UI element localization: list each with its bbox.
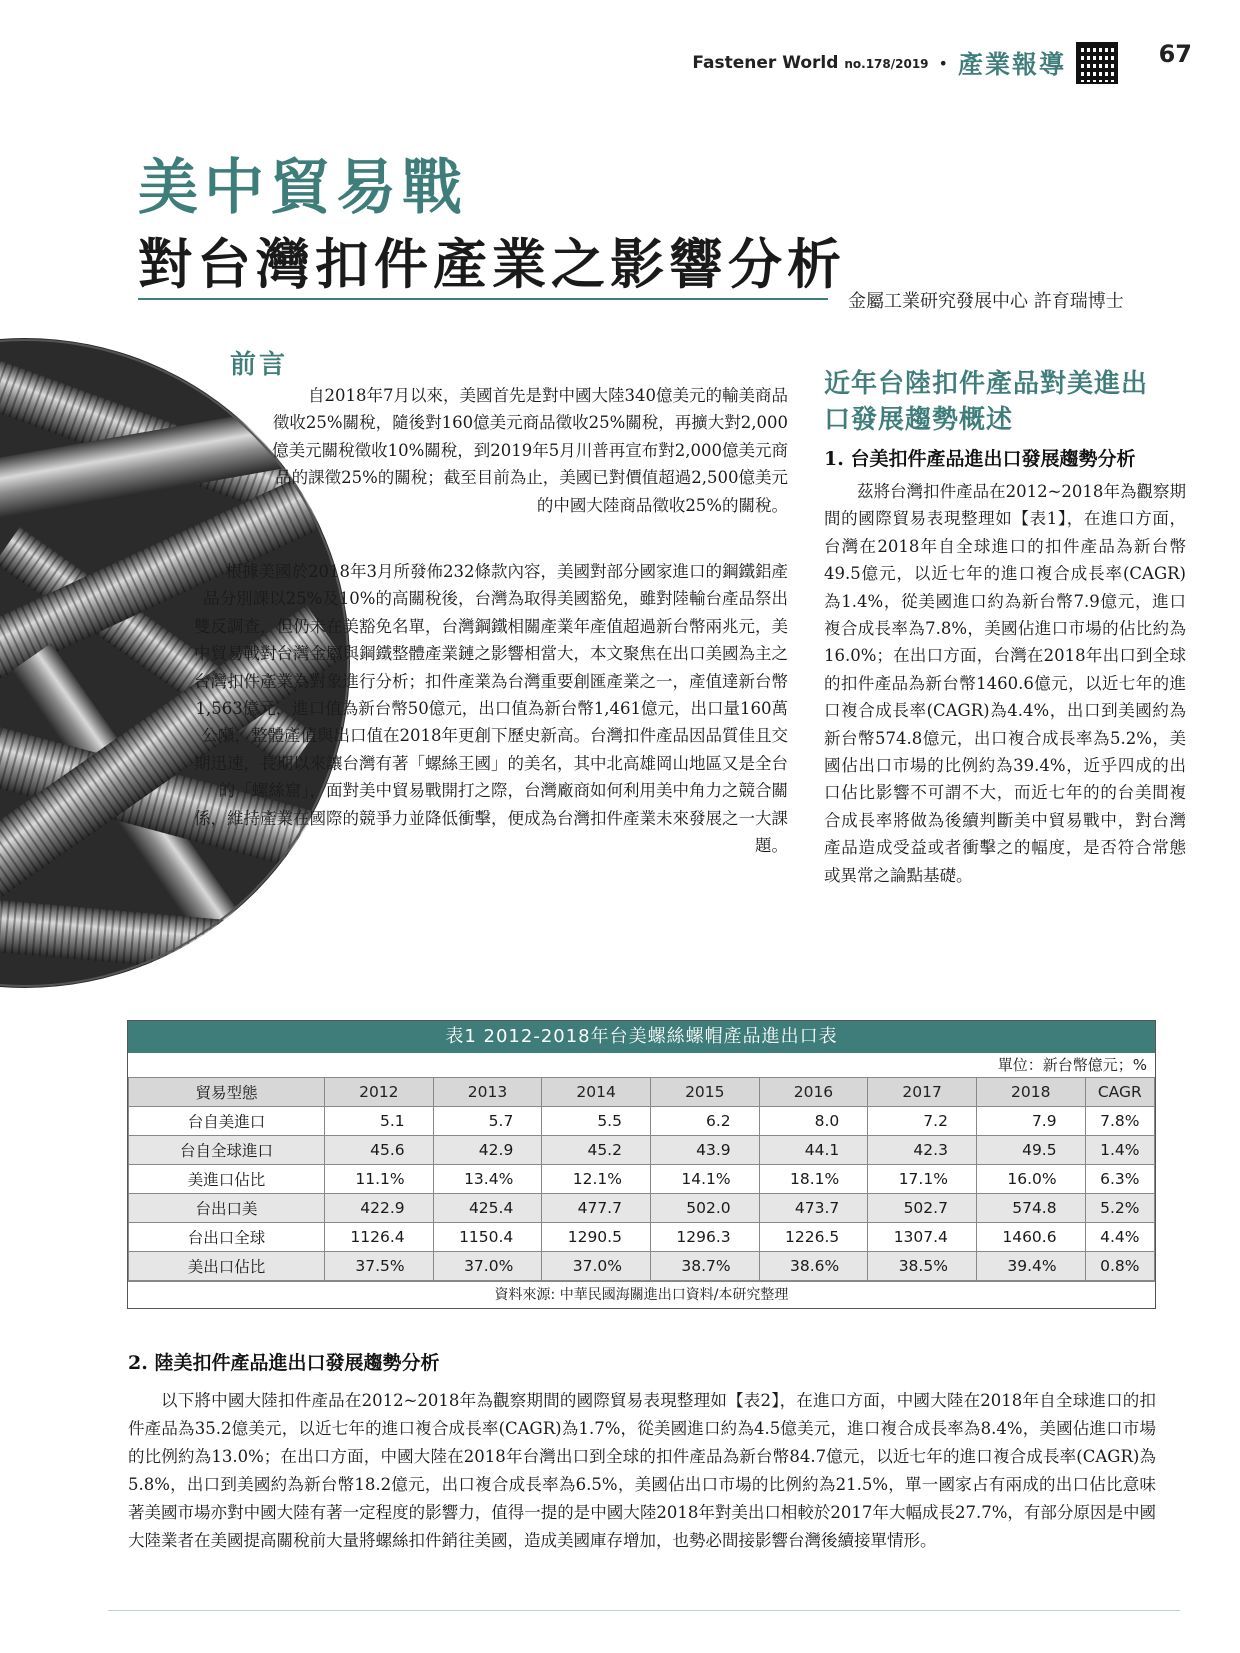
table-cell: 13.4% bbox=[433, 1165, 542, 1194]
table-cell: 台自全球進口 bbox=[129, 1136, 325, 1165]
table-cell: 6.3% bbox=[1085, 1165, 1154, 1194]
table-header-cell: 2012 bbox=[325, 1078, 434, 1107]
table-cell: 45.2 bbox=[542, 1136, 651, 1165]
table-unit: 單位：新台幣億元；% bbox=[997, 1056, 1147, 1074]
table-cell: 574.8 bbox=[976, 1194, 1085, 1223]
table-cell: 473.7 bbox=[759, 1194, 868, 1223]
table-cell: 42.9 bbox=[433, 1136, 542, 1165]
table-cell: 1150.4 bbox=[433, 1223, 542, 1252]
table-cell: 1460.6 bbox=[976, 1223, 1085, 1252]
table-row bbox=[129, 1223, 1155, 1252]
table-cell: 38.5% bbox=[868, 1252, 977, 1281]
table-cell: 1290.5 bbox=[542, 1223, 651, 1252]
table-cell: 502.0 bbox=[650, 1194, 759, 1223]
table-cell: 14.1% bbox=[650, 1165, 759, 1194]
table-header-cell: 貿易型態 bbox=[129, 1078, 325, 1107]
page-number: 67 bbox=[1158, 40, 1192, 68]
table-cell: 台自美進口 bbox=[129, 1107, 325, 1136]
table-cell: 美進口佔比 bbox=[129, 1165, 325, 1194]
table-cell: 7.2 bbox=[868, 1107, 977, 1136]
table-cell: 台出口美 bbox=[129, 1194, 325, 1223]
table-cell: 11.1% bbox=[325, 1165, 434, 1194]
table-cell: 17.1% bbox=[868, 1165, 977, 1194]
table-cell: 42.3 bbox=[868, 1136, 977, 1165]
header-separator: • bbox=[938, 53, 948, 73]
table-cell: 5.2% bbox=[1085, 1194, 1154, 1223]
article-title-line1: 美中貿易戰 bbox=[138, 153, 468, 223]
qr-code-icon bbox=[1076, 42, 1118, 84]
author-byline: 金屬工業研究發展中心 許育瑞博士 bbox=[848, 291, 1124, 312]
table-cell: 7.9 bbox=[976, 1107, 1085, 1136]
right-column-subheading: 1. 台美扣件產品進出口發展趨勢分析 bbox=[824, 448, 1136, 470]
table-cell: 1307.4 bbox=[868, 1223, 977, 1252]
section2-heading: 2. 陸美扣件產品進出口發展趨勢分析 bbox=[128, 1352, 440, 1374]
table-cell: 1296.3 bbox=[650, 1223, 759, 1252]
table-header-row bbox=[129, 1078, 1155, 1107]
table-row bbox=[129, 1252, 1155, 1281]
table-cell: 12.1% bbox=[542, 1165, 651, 1194]
table-header-cell: 2015 bbox=[650, 1078, 759, 1107]
right-column-paragraph: 茲將台灣扣件產品在2012~2018年為觀察期間的國際貿易表現整理如【表1】，在進口方面，台灣在2018年自全球進口的扣件產品為新台幣49.5億元，以近七年的進口複合成長率(CAGR)為1.4%，從美國進口約為新台幣7.9億元，進口複合成長率為7.8%，美國佔進口市場的佔比約為16.0%；在出口方面，台灣在2018年出口到全球的扣件產品為新台幣1460.6億元，以近七年的進口複合成長率(CAGR)為4.4%，出口到美國約為新台幣574.8億元，出口複合成長率為5.2%，美國佔出口市場的比例約為39.4%，近乎四成的出口佔比影響不可謂不大，而近七年的的台美間複合成長率將做為後續判斷美中貿易戰中，對台灣產品造成受益或者衝擊之的幅度，是否符合常態或異常之論點基礎。 bbox=[824, 482, 1186, 885]
table-cell: 49.5 bbox=[976, 1136, 1085, 1165]
table-cell: 37.0% bbox=[433, 1252, 542, 1281]
table-cell: 37.0% bbox=[542, 1252, 651, 1281]
table-cell: 38.6% bbox=[759, 1252, 868, 1281]
trade-table bbox=[127, 1020, 1156, 1309]
table-row bbox=[129, 1165, 1155, 1194]
table-cell: 5.5 bbox=[542, 1107, 651, 1136]
table-cell: 37.5% bbox=[325, 1252, 434, 1281]
table-cell: 5.7 bbox=[433, 1107, 542, 1136]
table-cell: 7.8% bbox=[1085, 1107, 1154, 1136]
footer-divider bbox=[108, 1610, 1180, 1611]
table-cell: 1.4% bbox=[1085, 1136, 1154, 1165]
table-row bbox=[129, 1194, 1155, 1223]
table-cell: 422.9 bbox=[325, 1194, 434, 1223]
table-header-cell: 2016 bbox=[759, 1078, 868, 1107]
table-cell: 38.7% bbox=[650, 1252, 759, 1281]
magazine-name: Fastener World no.178/2019 bbox=[692, 53, 929, 73]
table-cell: 5.1 bbox=[325, 1107, 434, 1136]
table-cell: 6.2 bbox=[650, 1107, 759, 1136]
table-cell: 502.7 bbox=[868, 1194, 977, 1223]
table-cell: 44.1 bbox=[759, 1136, 868, 1165]
issue-number: no.178/2019 bbox=[844, 57, 929, 71]
table-header-cell: 2018 bbox=[976, 1078, 1085, 1107]
trade-data-table bbox=[128, 1077, 1155, 1281]
intro-paragraph-1: 自2018年7月以來，美國首先是對中國大陸340億美元的輸美商品徵收25%關稅，隨後對160億美元商品徵收25%關稅，再擴大對2,000億美元關稅徵收10%關稅，到2019年5月川普再宣布對2,000億美元商品的課徵25%的關稅；截至目前為止，美國已對價值超過2,500億美元的中國大陸商品徵收25%的關稅。 bbox=[272, 386, 788, 515]
right-column-heading: 近年台陸扣件產品對美進出口發展趨勢概述 bbox=[824, 369, 1149, 435]
table-cell: 1126.4 bbox=[325, 1223, 434, 1252]
table-cell: 477.7 bbox=[542, 1194, 651, 1223]
table-row bbox=[129, 1136, 1155, 1165]
table-cell: 16.0% bbox=[976, 1165, 1085, 1194]
intro-heading: 前言 bbox=[230, 350, 289, 380]
table-source: 資料來源: 中華民國海關進出口資料/本研究整理 bbox=[128, 1281, 1155, 1308]
article-title-line2: 對台灣扣件產業之影響分析 bbox=[138, 233, 846, 296]
title-divider bbox=[138, 298, 828, 300]
table-header-cell: 2014 bbox=[542, 1078, 651, 1107]
table-cell: 43.9 bbox=[650, 1136, 759, 1165]
section-tag: 產業報導 bbox=[957, 50, 1066, 79]
table-cell: 美出口佔比 bbox=[129, 1252, 325, 1281]
table-cell: 425.4 bbox=[433, 1194, 542, 1223]
table-cell: 39.4% bbox=[976, 1252, 1085, 1281]
table-cell: 8.0 bbox=[759, 1107, 868, 1136]
section2-paragraph: 以下將中國大陸扣件產品在2012~2018年為觀察期間的國際貿易表現整理如【表2】，在進口方面，中國大陸在2018年自全球進口的扣件產品為35.2億美元，以近七年的進口複合成長率(CAGR)為1.7%，從美國進口約為4.5億美元，進口複合成長率為8.4%，美國佔進口市場的比例約為13.0%；在出口方面，中國大陸在2018年台灣出口到全球的扣件產品為新台幣84.7億元，以近七年的進口複合成長率(CAGR)為5.8%，出口到美國約為新台幣18.2億元，出口複合成長率為6.5%，美國佔出口市場的比例約為21.5%，單一國家占有兩成的出口佔比意味著美國市場亦對中國大陸有著一定程度的影響力，值得一提的是中國大陸2018年對美出口相較於2017年大幅成長27.7%，有部分原因是中國大陸業者在美國提高關稅前大量將螺絲扣件銷往美國，造成美國庫存增加，也勢必間接影響台灣後續接單情形。 bbox=[128, 1391, 1156, 1550]
table-cell: 0.8% bbox=[1085, 1252, 1154, 1281]
table-cell: 45.6 bbox=[325, 1136, 434, 1165]
table-header-cell: 2017 bbox=[868, 1078, 977, 1107]
page-header bbox=[692, 42, 1118, 84]
table-cell: 18.1% bbox=[759, 1165, 868, 1194]
table-cell: 1226.5 bbox=[759, 1223, 868, 1252]
table-title: 表1 2012-2018年台美螺絲螺帽產品進出口表 bbox=[128, 1021, 1155, 1053]
table-row bbox=[129, 1107, 1155, 1136]
table-cell: 台出口全球 bbox=[129, 1223, 325, 1252]
table-header-cell: 2013 bbox=[433, 1078, 542, 1107]
intro-paragraph-2: 根據美國於2018年3月所發佈232條款內容，美國對部分國家進口的鋼鐵鋁產品分別課以25%及10%的高關稅後，台灣為取得美國豁免，雖對陸輸台產品祭出雙反調查，但仍未在美豁免名單，台灣鋼鐵相關產業年產值超過新台幣兩兆元，美中貿易戰對台灣金屬與鋼鐵整體產業鏈之影響相當大，本文聚焦在出口美國為主之台灣扣件產業為對象進行分析；扣件產業為台灣重要創匯產業之一，產值達新台幣1,563億元，進口值為新台幣50億元，出口值為新台幣1,461億元，出口量160萬公噸，整體產值與出口值在2018年更創下歷史新高。台灣扣件產品因品質佳且交期迅速，長期以來讓台灣有著「螺絲王國」的美名，其中北高雄岡山地區又是全台的「螺絲窟」，面對美中貿易戰開打之際，台灣廠商如何利用美中角力之競合關係，維持產業在國際的競爭力並降低衝擊，便成為台灣扣件產業未來發展之一大課題。 bbox=[194, 562, 788, 856]
table-header-cell: CAGR bbox=[1085, 1078, 1154, 1107]
table-cell: 4.4% bbox=[1085, 1223, 1154, 1252]
